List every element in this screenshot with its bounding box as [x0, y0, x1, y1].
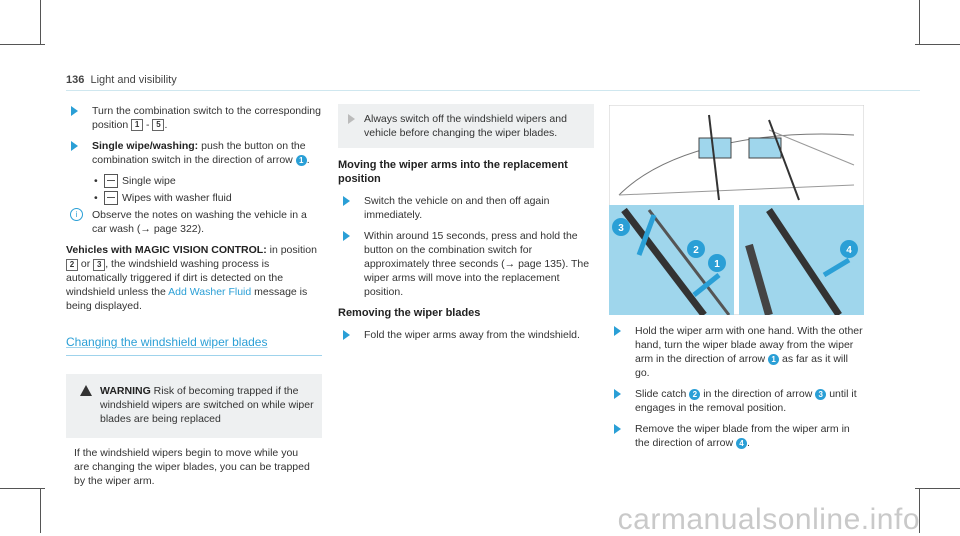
list-item	[609, 422, 864, 450]
wiper-illustration	[609, 105, 864, 315]
crop-mark	[0, 488, 45, 489]
item-text: Remove the wiper blade from the wiper arm in the direction of arrow	[635, 423, 850, 449]
page-header	[66, 73, 177, 87]
warning-icon	[80, 385, 92, 396]
list-item	[609, 324, 864, 380]
list-item	[338, 229, 594, 299]
list-item	[338, 328, 594, 342]
item-text: push the button on the combination switch in the direction of arrow	[92, 140, 306, 166]
note-box	[338, 104, 594, 148]
note-text: Observe the notes on washing the vehicle in a car wash (→ page 322).	[92, 209, 307, 236]
section-title: Changing the windshield wiper blades	[66, 335, 268, 350]
item-text: Switch the vehicle on and then off again immediately.	[364, 195, 550, 221]
subheading: Moving the wiper arms into the replacement position	[338, 159, 568, 185]
arrow-callout: 2	[689, 389, 700, 400]
arrow-icon	[343, 196, 350, 206]
arrow-callout: 3	[815, 389, 826, 400]
middle-column	[338, 104, 594, 349]
arrow-icon	[614, 424, 621, 434]
single-wipe-icon	[104, 174, 118, 188]
item-label: Vehicles with MAGIC VISION CONTROL:	[66, 244, 267, 257]
crop-mark	[40, 0, 41, 45]
arrow-icon	[71, 106, 78, 116]
item-text: as far as it will go.	[635, 353, 848, 379]
item-text: Fold the wiper arms away from the windshield.	[364, 329, 580, 341]
item-text: Slide catch	[635, 388, 687, 400]
note	[66, 208, 322, 236]
note-text: Always switch off the windshield wipers and vehicle before changing the wiper blades.	[364, 113, 567, 139]
callout-label: 3	[618, 223, 624, 234]
arrow-icon	[614, 326, 621, 336]
washer-fluid-icon	[104, 191, 118, 205]
paragraph-text: in position	[269, 244, 317, 257]
crop-mark	[40, 488, 41, 533]
right-column	[609, 324, 864, 457]
item-text: Hold the wiper arm with one hand. With the other hand, turn the wiper blade away from the wiper arm in the direction of arrow	[635, 325, 863, 365]
arrow-icon	[348, 114, 355, 124]
list-item	[609, 387, 864, 415]
item-text: until it engages in the removal position.	[635, 388, 857, 414]
warning-label: WARNING	[100, 385, 151, 398]
header-rule	[66, 90, 920, 91]
arrow-icon	[343, 330, 350, 340]
crop-mark	[0, 44, 45, 45]
item-text: Within around 15 seconds, press and hold the button on the combination switch for approximately three seconds (→ page 135). The wiper arms will move into the replacement position.	[364, 230, 590, 298]
watermark: carmanualsonline.info	[617, 503, 920, 536]
list-item: Single wipe/washing: push the button on the combination switch in the direction of arrow 1 .	[66, 139, 322, 167]
key-box: 1	[131, 119, 143, 131]
paragraph-text: , the windshield washing process is automatically triggered if dirt is detected on the windshield unless the	[66, 258, 284, 299]
item-text: in the direction of arrow	[703, 388, 813, 400]
sub-text: Single wipe	[122, 175, 176, 187]
arrow-callout: 4	[736, 438, 747, 449]
arrow-icon	[614, 389, 621, 399]
info-icon: i	[70, 208, 83, 221]
paragraph-text: message is being displayed.	[66, 286, 308, 313]
section-rule	[66, 355, 322, 356]
arrow-icon	[71, 141, 78, 151]
list-item: Turn the combination switch to the corresponding position 1 - 5 .	[66, 104, 322, 132]
sub-item: • Single wipe	[94, 175, 176, 187]
callout-label: 4	[846, 245, 852, 256]
callout-label: 2	[693, 245, 699, 256]
wiper-figure	[609, 105, 864, 315]
key-box: 5	[152, 119, 164, 131]
display-message: Add Washer Fluid	[168, 286, 252, 299]
left-column	[66, 104, 322, 498]
callout-label: 1	[714, 259, 720, 270]
key-box: 2	[66, 259, 78, 271]
arrow-callout: 1	[296, 155, 307, 166]
sensor-zone	[699, 138, 731, 158]
key-box: 3	[93, 259, 105, 271]
arrow-icon	[343, 231, 350, 241]
subheading: Removing the wiper blades	[338, 307, 481, 319]
warning-body: If the windshield wipers begin to move while you are changing the wiper blades, you can be trapped by the wiper arm.	[66, 438, 322, 498]
warning-heading: Risk of becoming trapped if the windshield wipers are switched on while wiper blades are being replaced	[100, 385, 314, 426]
item-text: Turn the combination switch to the corresponding position	[92, 105, 321, 131]
magic-vision-paragraph	[66, 243, 322, 313]
list-item	[338, 194, 594, 222]
crop-mark	[919, 0, 920, 45]
warning-box	[66, 374, 322, 498]
sub-text: Wipes with washer fluid	[122, 192, 232, 205]
crop-mark	[915, 488, 960, 489]
item-text: .	[746, 437, 750, 449]
page-title: Light and visibility	[90, 74, 177, 86]
arrow-callout: 1	[768, 354, 779, 365]
crop-mark	[915, 44, 960, 45]
item-label: Single wipe/washing:	[92, 140, 199, 152]
sub-item: • Wipes with washer fluid	[94, 192, 232, 205]
page-number: 136	[66, 74, 85, 86]
paragraph-text: or	[80, 258, 91, 271]
